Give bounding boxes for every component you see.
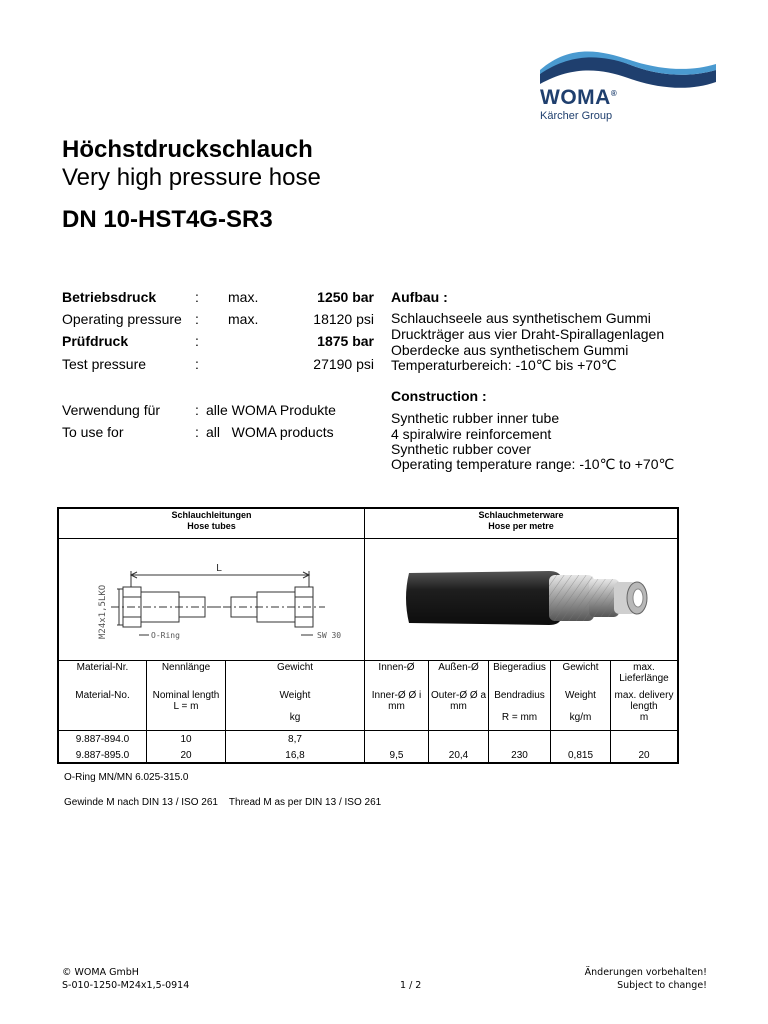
cell-weight: 16,8 <box>285 750 305 761</box>
col-header-outer-diameter: Außen-Ø Outer-Ø Ø a mm <box>430 662 486 712</box>
cell-material-no: 9.887-894.0 <box>75 734 130 745</box>
spec-table <box>57 507 679 764</box>
cell-delivery-length: 20 <box>638 750 650 761</box>
construction-line: Synthetic rubber inner tube <box>391 410 560 426</box>
footer-changes-de: Änderungen vorbehalten! <box>584 967 707 978</box>
construction-heading: Construction : <box>391 388 487 404</box>
header-hose-tubes: Schlauchleitungen Hose tubes <box>171 510 252 531</box>
col-header-nominal-length: Nennlänge Nominal length L = m <box>152 662 220 712</box>
cell-outer-diameter: 20,4 <box>448 750 469 761</box>
hose-assembly-drawing <box>61 539 363 659</box>
cell-bend-radius: 230 <box>511 750 528 761</box>
title-german: Höchstdruckschlauch <box>62 136 313 163</box>
aufbau-line: Oberdecke aus synthetischem Gummi <box>391 342 629 358</box>
spec-label: Operating pressure <box>62 311 182 327</box>
drawing-label-thread: M24x1,5LKO <box>98 584 108 639</box>
spec-value: 18120 psi <box>313 311 374 327</box>
col-header-inner-diameter: Innen-Ø Inner-Ø Ø i mm <box>371 662 422 712</box>
spec-label: Prüfdruck <box>62 333 129 349</box>
divider <box>59 730 677 731</box>
col-header-bend-radius: Biegeradius Bendradius R = mm <box>493 662 546 723</box>
thread-note: Gewinde M nach DIN 13 / ISO 261 Thread M as per DIN 13 / ISO 261 <box>64 797 382 808</box>
cell-nominal-length: 20 <box>180 750 192 761</box>
col-header-material: Material-Nr. Material-No. <box>75 662 130 701</box>
spec-value: 1875 bar <box>317 333 374 349</box>
spec-row <box>62 311 378 331</box>
spec-max: max. <box>228 289 259 305</box>
aufbau-line: Schlauchseele aus synthetischem Gummi <box>391 310 651 326</box>
cell-nominal-length: 10 <box>180 734 192 745</box>
spec-max: max. <box>228 311 259 327</box>
footer-changes-en: Subject to change! <box>617 980 707 991</box>
aufbau-line: Druckträger aus vier Draht-Spirallagenlagen <box>391 326 665 342</box>
drawing-label-length: L <box>216 563 223 574</box>
usage-label: To use for <box>62 424 124 440</box>
spec-colon: : <box>195 333 199 349</box>
logo-group: Kärcher Group <box>540 110 613 122</box>
usage-label: Verwendung für <box>62 402 161 418</box>
usage-value: alle WOMA Produkte <box>206 402 336 418</box>
product-code: DN 10-HST4G-SR3 <box>62 206 273 233</box>
col-header-weight-per-metre: Gewicht Weight kg/m <box>562 662 599 723</box>
cell-weight: 8,7 <box>288 734 302 745</box>
title-english: Very high pressure hose <box>62 164 321 191</box>
col-header-weight: Gewicht Weight kg <box>276 662 314 723</box>
footer-doc-id: S-010-1250-M24x1,5-0914 <box>62 980 190 991</box>
aufbau-heading: Aufbau : <box>391 289 448 305</box>
hose-cutaway-image <box>399 549 659 639</box>
usage-row <box>62 424 378 444</box>
logo-brand: WOMA® <box>540 86 618 109</box>
spec-row <box>62 356 378 376</box>
spec-label: Test pressure <box>62 356 147 372</box>
spec-row <box>62 333 378 353</box>
footer-company: © WOMA GmbH <box>62 967 139 978</box>
drawing-label-oring: O-Ring <box>151 631 180 640</box>
spec-colon: : <box>195 289 199 305</box>
col-header-delivery-length: max. Lieferlänge max. delivery length m <box>614 662 674 723</box>
spec-value: 1250 bar <box>317 289 374 305</box>
cell-material-no: 9.887-895.0 <box>75 750 130 761</box>
oring-note: O-Ring MN/MN 6.025-315.0 <box>64 772 189 783</box>
usage-colon: : <box>195 424 199 440</box>
cell-weight-per-metre: 0,815 <box>567 750 594 761</box>
construction-line: 4 spiralwire reinforcement <box>391 426 552 442</box>
divider <box>59 660 677 661</box>
aufbau-line: Temperaturbereich: -10℃ bis +70℃ <box>391 357 617 373</box>
drawing-label-sw: SW 30 <box>317 631 342 640</box>
construction-line: Synthetic rubber cover <box>391 441 532 457</box>
usage-colon: : <box>195 402 199 418</box>
spec-label: Betriebsdruck <box>62 289 157 305</box>
spec-colon: : <box>195 311 199 327</box>
usage-row <box>62 402 378 422</box>
construction-line: Operating temperature range: -10℃ to +70℃ <box>391 456 675 472</box>
cell-inner-diameter: 9,5 <box>389 750 404 761</box>
header-hose-per-metre: Schlauchmeterware Hose per metre <box>478 510 564 531</box>
spec-colon: : <box>195 356 199 372</box>
footer-page-number: 1 / 2 <box>400 980 422 991</box>
spec-row <box>62 289 378 309</box>
usage-value: all WOMA products <box>206 424 334 440</box>
spec-value: 27190 psi <box>313 356 374 372</box>
